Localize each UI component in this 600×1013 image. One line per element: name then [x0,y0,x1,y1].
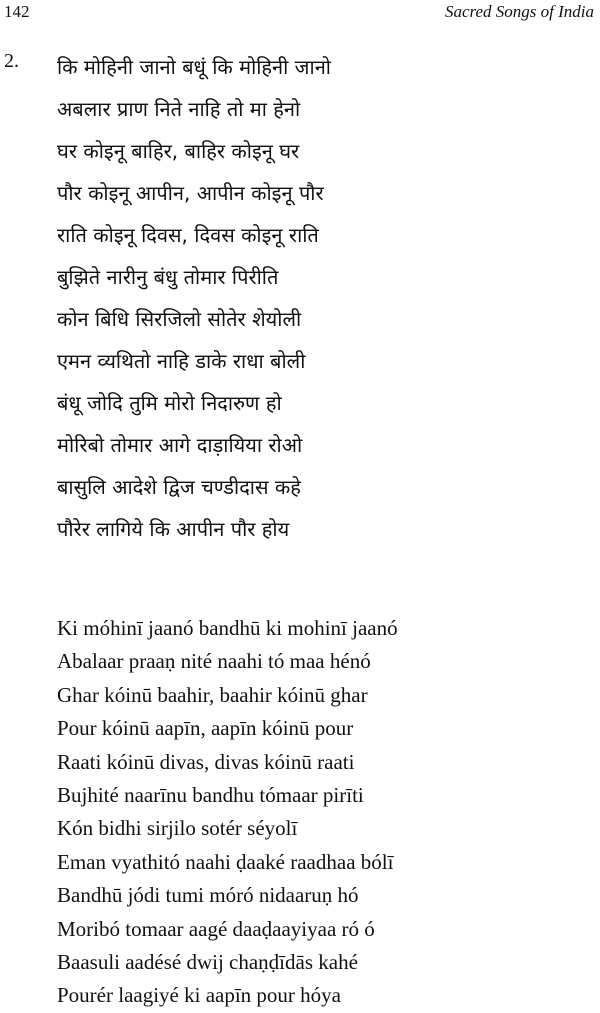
devanagari-line: बासुलि आदेशे द्विज चण्डीदास कहे [57,475,301,499]
song-number: 2. [4,50,19,72]
devanagari-line: राति कोइनू दिवस, दिवस कोइनू राति [57,223,319,247]
running-header [0,0,600,26]
transliteration-line: Pour kóinū aapīn, aapīn kóinū pour [57,716,354,741]
transliteration-line: Eman vyathitó naahi ḍaaké raadhaa bólī [57,849,394,874]
devanagari-line: बंधू जोदि तुमि मोरो निदारुण हो [57,391,282,415]
transliteration-line: Pourér laagiyé ki aapīn pour hóya [57,983,341,1008]
devanagari-line: कोन बिधि सिरजिलो सोतेर शेयोली [57,307,302,331]
transliteration-line: Raati kóinū divas, divas kóinū raati [57,749,355,774]
devanagari-line: अबलार प्राण निते नाहि तो मा हेनो [57,97,301,121]
transliteration-line: Ki móhinī jaanó bandhū ki mohinī jaanó [57,616,398,640]
transliteration-line: Moribó tomaar aagé daaḍaayiyaa ró ó [57,916,375,941]
book-title: Sacred Songs of India [444,2,594,21]
transliteration-line: Bandhū jódi tumi móró nidaaruṇ hó [57,883,359,908]
devanagari-line: एमन व्यथितो नाहि डाके राधा बोली [57,349,306,373]
transliteration-line: Abalaar praaṇ nité naahi tó maa hénó [57,649,371,674]
devanagari-line: घर कोइनू बाहिर, बाहिर कोइनू घर [57,139,300,163]
transliteration-line: Bujhité naarīnu bandhu tómaar pirīti [57,782,364,807]
devanagari-line: पौर कोइनू आपीन, आपीन कोइनू पौर [57,181,324,205]
devanagari-line: बुझिते नारीनु बंधु तोमार पिरीति [57,265,279,289]
devanagari-line: पौरेर लागिये कि आपीन पौर होय [57,517,290,541]
devanagari-line: कि मोहिनी जानो बधूं कि मोहिनी जानो [57,55,331,79]
transliteration-verse [57,612,587,1013]
devanagari-line: मोरिबो तोमार आगे दाड़ायिया रोओ [57,433,303,457]
transliteration-line: Kón bidhi sirjilo sotér séyolī [57,816,298,841]
transliteration-line: Ghar kóinū baahir, baahir kóinū ghar [57,682,368,707]
transliteration-line: Baasuli aadésé dwij chaṇḍīdās kahé [57,949,358,974]
page-number: 142 [4,2,30,21]
devanagari-verse [57,46,577,550]
